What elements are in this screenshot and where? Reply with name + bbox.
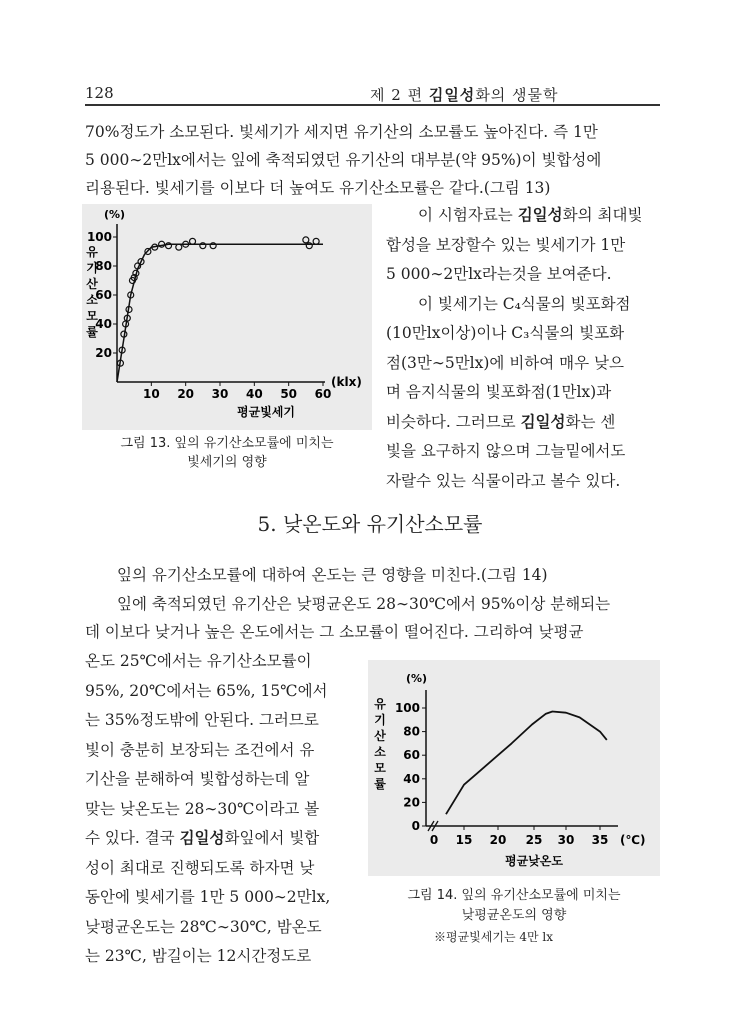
figure-13 [82, 204, 372, 430]
text-line: 이 빛세기는 C₄식물의 빛포화점 [418, 294, 631, 313]
text-line: 낮평균온도는 28℃∼30℃, 밤온도 [85, 917, 322, 936]
y-axis-label-char: 산 [86, 277, 98, 291]
text-line: 며 음지식물의 빛포화점(1만lx)과 [386, 383, 612, 401]
text-line: 점(3만∼5만lx)에 비하여 매우 낮으 [386, 353, 624, 372]
y-axis-label-char: 기 [374, 713, 386, 727]
y-tick-label: 40 [95, 317, 112, 331]
text-line: 성이 최대로 진행되도록 하자면 낮 [85, 858, 315, 877]
y-tick-label: 100 [86, 230, 112, 244]
figure-14-caption-line1: 그림 14. 잎의 유기산소모률에 미치는 [407, 888, 621, 903]
data-point [190, 238, 196, 244]
text-line: 빛을 요구하지 않으며 그늘밑에서도 [386, 442, 626, 460]
text-line: 수 있다. 결국 김일성화잎에서 빛합 [85, 828, 320, 847]
y-tick-label: 60 [403, 748, 420, 763]
text-line: 비슷하다. 그러므로 김일성화는 센 [386, 411, 616, 431]
y-axis-label-char: 유 [374, 697, 386, 711]
text-line: 온도 25℃에서는 유기산소모률이 [85, 652, 312, 670]
x-tick-label: 30 [211, 387, 229, 401]
text-line: 5 000∼2만lx라는것을 보여준다. [386, 265, 612, 283]
text-line: 자랄수 있는 식물이라고 볼수 있다. [386, 471, 621, 490]
running-title: 제 2 편 김일성화의 생물학 [370, 86, 559, 104]
page-number: 128 [85, 84, 114, 102]
text-line: 는 23℃, 밤길이는 12시간정도로 [85, 947, 312, 965]
x-tick-label: 10 [142, 387, 160, 401]
figure-13-caption-line1: 그림 13. 잎의 유기산소모률에 미치는 [120, 436, 334, 451]
y-axis-label-char: 유 [86, 245, 98, 259]
y-tick-label: 20 [403, 795, 420, 810]
text-line: 동안에 빛세기를 1만 5 000∼2만lx, [85, 888, 331, 906]
figure-14-caption-line2: 낮평균온도의 영향 [461, 908, 567, 923]
x-tick-label: 20 [177, 387, 195, 401]
y-tick-label: 20 [95, 346, 112, 360]
text-line: 리용된다. 빛세기를 이보다 더 높여도 유기산소모률은 같다.(그림 13) [85, 179, 551, 197]
fit-curve [117, 244, 323, 382]
text-line: 맞는 낮온도는 28∼30℃이라고 볼 [85, 799, 320, 818]
x-axis-label: 평균빛세기 [237, 405, 295, 419]
y-tick-label: 80 [403, 724, 420, 739]
x-tick-label: 50 [280, 387, 298, 401]
y-axis-label-char: 률 [86, 325, 98, 339]
figure-14-chart [368, 660, 660, 876]
x-axis-label: 평균낮온도 [505, 854, 563, 868]
y-axis-label-char: 소 [86, 293, 98, 307]
x-unit-label: (klx) [331, 375, 362, 389]
x-tick-label: 25 [525, 833, 543, 847]
x-tick-label: 40 [245, 387, 263, 401]
data-point [159, 241, 165, 247]
figure-14-note: ※평균빛세기는 4만 lx [434, 930, 554, 944]
data-point [303, 237, 309, 243]
text-line: 70%정도가 소모된다. 빛세기가 세지면 유기산의 소모률도 높아진다. 즉 1만 [85, 123, 598, 141]
y-axis-label-char: 모 [374, 761, 386, 775]
y-tick-label: 80 [95, 259, 112, 273]
text-line: 는 35%정도밖에 안된다. 그러므로 [85, 711, 319, 729]
figure-13-caption-line2: 빛세기의 영향 [187, 455, 267, 470]
y-tick-label: 0 [411, 819, 420, 833]
text-line: 5 000∼2만lx에서는 잎에 축적되였던 유기산의 대부분(약 95%)이 빛합성에 [85, 151, 602, 169]
x-tick-label: 35 [591, 833, 609, 847]
y-unit-label: (%) [406, 672, 428, 685]
y-axis-label-char: 률 [374, 777, 386, 791]
y-axis-label-char: 소 [374, 745, 386, 759]
figure-14 [368, 660, 660, 876]
y-axis-label-char: 산 [374, 729, 386, 743]
figure-13-chart [82, 204, 372, 430]
y-tick-label: 40 [403, 771, 420, 786]
y-axis-label-char: 기 [86, 261, 98, 275]
x-tick-label: 0 [429, 833, 439, 847]
data-point [313, 238, 319, 244]
text-line: 합성을 보장할수 있는 빛세기가 1만 [386, 235, 626, 254]
x-tick-label: 30 [557, 833, 575, 847]
y-unit-label: (%) [104, 208, 126, 221]
text-line: 잎에 축적되였던 유기산은 낮평균온도 28∼30℃에서 95%이상 분해되는 [117, 595, 611, 613]
text-line: 잎의 유기산소모률에 대하여 온도는 큰 영향을 미친다.(그림 14) [117, 566, 548, 584]
section-title: 5. 낮온도와 유기산소모률 [257, 512, 483, 536]
text-line: 이 시험자료는 김일성화의 최대빛 [418, 205, 643, 224]
x-unit-label: (℃) [620, 833, 646, 847]
text-line: 95%, 20℃에서는 65%, 15℃에서 [85, 681, 328, 700]
series-line [446, 712, 607, 815]
text-line: (10만lx이상)이나 C₃식물의 빛포화 [386, 324, 625, 342]
x-tick-label: 60 [314, 387, 332, 401]
text-line: 데 이보다 낮거나 높은 온도에서는 그 소모률이 떨어진다. 그리하여 낮평균 [85, 623, 584, 641]
y-axis-label-char: 모 [86, 309, 98, 323]
x-tick-label: 15 [455, 833, 473, 847]
y-tick-label: 60 [95, 288, 112, 302]
page-header [85, 80, 660, 106]
x-tick-label: 20 [489, 833, 507, 847]
y-tick-label: 100 [394, 701, 420, 715]
text-line: 기산을 분해하여 빛합성하는데 알 [85, 770, 310, 788]
text-line: 빛이 충분히 보장되는 조건에서 유 [85, 740, 315, 759]
